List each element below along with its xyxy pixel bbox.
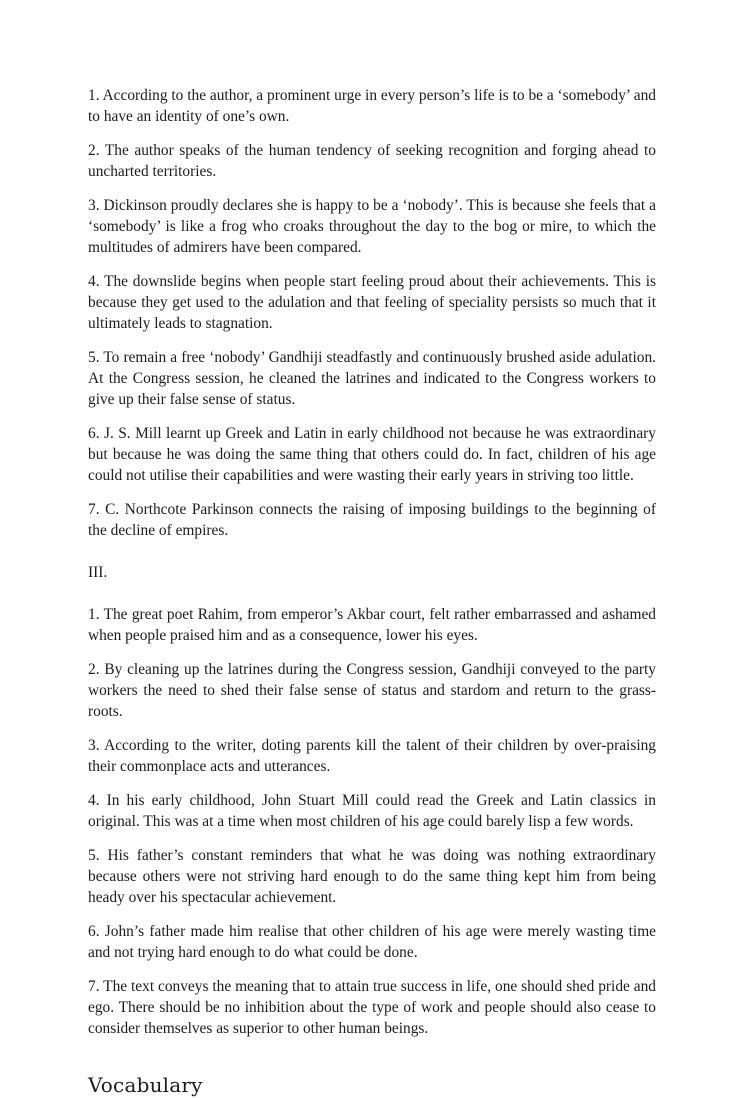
answer-item: 1. According to the author, a prominent urge in every person’s life is to be a ‘somebody’ and to have an identity of one’s own. <box>88 87 656 125</box>
answer-item: 3. Dickinson proudly declares she is happy to be a ‘nobody’. This is because she feels that a ‘somebody’ is like a frog who croaks throughout the day to the bog or mire, to which the multitudes of admirers have been compared. <box>88 197 656 256</box>
section-heading-three: III. <box>88 564 108 581</box>
answer-item: 2. By cleaning up the latrines during the Congress session, Gandhiji conveyed to the party workers the need to shed their false sense of status and stardom and return to the grass-roots. <box>88 661 656 720</box>
answer-item: 5. His father’s constant reminders that what he was doing was nothing extraordinary because others were not striving hard enough to do the same thing kept him from being heady over his spectacular achievement. <box>88 847 656 906</box>
section-spacer <box>88 554 656 562</box>
document-body <box>88 85 656 1098</box>
answer-item: 4. In his early childhood, John Stuart Mill could read the Greek and Latin classics in original. This was at a time when most children of his age could barely lisp a few words. <box>88 792 656 830</box>
answer-item: 2. The author speaks of the human tendency of seeking recognition and forging ahead to uncharted territories. <box>88 142 656 180</box>
answer-item: 6. J. S. Mill learnt up Greek and Latin in early childhood not because he was extraordinary but because he was doing the same thing that others could do. In fact, children of his age could not utilise their capabilities and were wasting their early years in striving too little. <box>88 425 656 484</box>
answer-item: 5. To remain a free ‘nobody’ Gandhiji steadfastly and continuously brushed aside adulation. At the Congress session, he cleaned the latrines and indicated to the Congress workers to give up their false sense of status. <box>88 349 656 408</box>
answer-item: 4. The downslide begins when people start feeling proud about their achievements. This is because they get used to the adulation and that feeling of speciality persists so much that it ultimately leads to stagnation. <box>88 273 656 332</box>
answer-item: 7. The text conveys the meaning that to attain true success in life, one should shed pride and ego. There should be no inhibition about the type of work and people should also cease to consider themselves as superior to other human beings. <box>88 978 656 1037</box>
section-spacer <box>88 596 656 604</box>
answer-item: 1. The great poet Rahim, from emperor’s Akbar court, felt rather embarrassed and ashamed when people praised him and as a consequence, lower his eyes. <box>88 606 656 644</box>
answer-item: 3. According to the writer, doting parents kill the talent of their children by over-praising their commonplace acts and utterances. <box>88 737 656 775</box>
answer-item: 6. John’s father made him realise that other children of his age were merely wasting time and not trying hard enough to do what could be done. <box>88 923 656 961</box>
vocabulary-heading: Vocabulary <box>88 1073 203 1097</box>
answer-item: 7. C. Northcote Parkinson connects the raising of imposing buildings to the beginning of the decline of empires. <box>88 501 656 539</box>
